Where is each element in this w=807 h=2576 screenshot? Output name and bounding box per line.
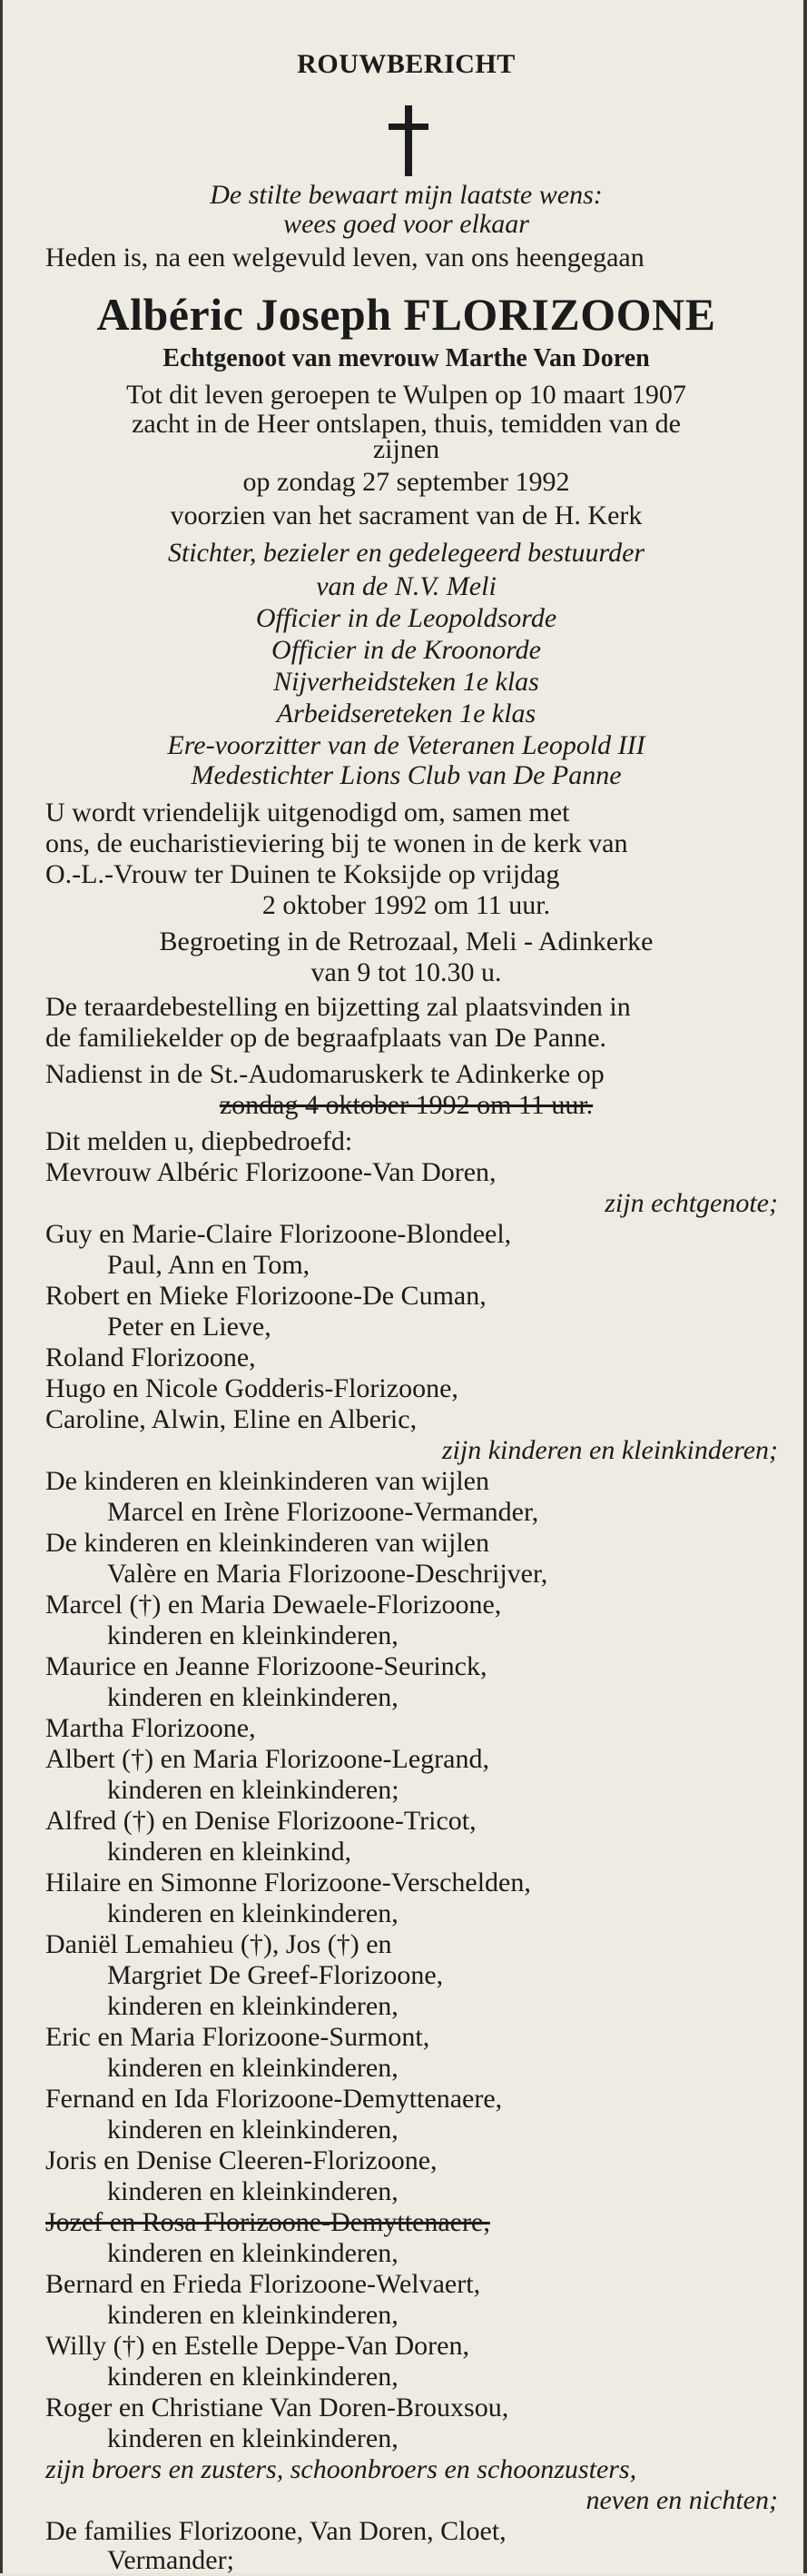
- family-line: Jozef en Rosa Florizoone-Demyttenaere,: [45, 2207, 490, 2237]
- mass-line-2: zondag 4 oktober 1992 om 11 uur.: [219, 1090, 594, 1120]
- greeting-line-2: van 9 tot 10.30 u.: [310, 957, 502, 987]
- family-line: Robert en Mieke Florizoone-De Cuman,: [45, 1281, 487, 1311]
- family-line: kinderen en kleinkind,: [107, 1837, 352, 1867]
- spouse-line: Echtgenoot van mevrouw Marthe Van Doren: [162, 344, 650, 372]
- family-line: Hugo en Nicole Godderis-Florizoone,: [45, 1373, 458, 1403]
- family-line: kinderen en kleinkinderen,: [107, 2238, 399, 2268]
- family-line: Albert (†) en Maria Florizoone-Legrand,: [45, 1744, 489, 1774]
- title-line-8: Medestichter Lions Club van De Panne: [191, 760, 622, 790]
- family-relation: neven en nichten;: [586, 2485, 778, 2515]
- title-line-2: van de N.V. Meli: [316, 571, 497, 601]
- family-line: Vermander;: [107, 2545, 234, 2575]
- invitation-line-2: ons, de eucharistieviering bij te wonen in de kerk van: [45, 828, 628, 858]
- family-line: Fernand en Ida Florizoone-Demyttenaere,: [45, 2084, 503, 2114]
- family-line: kinderen en kleinkinderen;: [107, 1775, 399, 1805]
- family-line: Eric en Maria Florizoone-Surmont,: [45, 2022, 430, 2052]
- family-line: kinderen en kleinkinderen,: [107, 2176, 399, 2206]
- burial-line-1: De teraardebestelling en bijzetting zal plaatsvinden in: [45, 992, 631, 1022]
- mass-line-1: Nadienst in de St.-Audomaruskerk te Adinkerke op: [45, 1059, 605, 1089]
- death-date: op zondag 27 september 1992: [242, 467, 570, 497]
- family-line: kinderen en kleinkinderen,: [107, 2362, 399, 2392]
- heading: ROUWBERICHT: [297, 49, 516, 79]
- family-line: kinderen en kleinkinderen,: [107, 2423, 399, 2453]
- death-line: zacht in de Heer ontslapen, thuis, temidden van de: [132, 409, 681, 439]
- family-line: kinderen en kleinkinderen,: [107, 1991, 399, 2021]
- greeting-line-1: Begroeting in de Retrozaal, Meli - Adinkerke: [159, 926, 654, 956]
- sacrament-line: voorzien van het sacrament van de H. Kerk: [170, 500, 643, 530]
- intro-text: Heden is, na een welgevuld leven, van ons heengegaan: [45, 243, 645, 272]
- family-relation: zijn echtgenote;: [605, 1188, 778, 1218]
- invitation-line-4: 2 oktober 1992 om 11 uur.: [261, 890, 551, 920]
- family-line: Peter en Lieve,: [107, 1312, 271, 1342]
- invitation-line-1: U wordt vriendelijk uitgenodigd om, samen met: [45, 798, 570, 827]
- family-line: De kinderen en kleinkinderen van wijlen: [45, 1466, 489, 1496]
- title-line-3: Officier in de Leopoldsorde: [255, 603, 557, 633]
- family-line: kinderen en kleinkinderen,: [107, 1898, 399, 1928]
- family-line: Marcel en Irène Florizoone-Vermander,: [107, 1497, 539, 1527]
- motto-line-2: wees goed voor elkaar: [283, 209, 529, 239]
- title-line-6: Arbeidsereteken 1e klas: [276, 698, 536, 728]
- family-line: Hilaire en Simonne Florizoone-Verschelden,: [45, 1868, 531, 1897]
- family-line: Guy en Marie-Claire Florizoone-Blondeel,: [45, 1219, 512, 1249]
- family-line: kinderen en kleinkinderen,: [107, 2053, 399, 2083]
- family-line: Roger en Christiane Van Doren-Brouxsou,: [45, 2393, 509, 2422]
- family-line: Paul, Ann en Tom,: [107, 1250, 310, 1280]
- title-line-1: Stichter, bezieler en gedelegeerd bestuurder: [167, 538, 645, 568]
- family-line: Alfred (†) en Denise Florizoone-Tricot,: [45, 1806, 477, 1836]
- family-line: Joris en Denise Cleeren-Florizoone,: [45, 2145, 438, 2175]
- family-line: De families Florizoone, Van Doren, Cloet,: [45, 2516, 507, 2546]
- family-line: De kinderen en kleinkinderen van wijlen: [45, 1528, 489, 1558]
- motto-line-1: De stilte bewaart mijn laatste wens:: [210, 180, 603, 210]
- title-line-4: Officier in de Kroonorde: [271, 635, 541, 665]
- family-relation: zijn kinderen en kleinkinderen;: [441, 1435, 778, 1465]
- family-relation: zijn broers en zusters, schoonbroers en schoonzusters,: [45, 2454, 637, 2484]
- invitation-line-3: O.-L.-Vrouw ter Duinen te Koksijde op vrijdag: [45, 859, 560, 889]
- family-line: Roland Florizoone,: [45, 1342, 256, 1372]
- family-line: Daniël Lemahieu (†), Jos (†) en: [45, 1929, 392, 1959]
- family-line: Willy (†) en Estelle Deppe-Van Doren,: [45, 2331, 469, 2361]
- family-line: Bernard en Frieda Florizoone-Welvaert,: [45, 2269, 481, 2299]
- announce-text: Dit melden u, diepbedroefd:: [45, 1126, 353, 1156]
- family-line: Margriet De Greef-Florizoone,: [107, 1960, 444, 1990]
- latin-cross-icon: [389, 105, 428, 176]
- family-line: Mevrouw Albéric Florizoone-Van Doren,: [45, 1157, 497, 1187]
- family-line: Martha Florizoone,: [45, 1713, 256, 1743]
- title-line-7: Ere-voorzitter van de Veteranen Leopold III: [167, 730, 645, 760]
- family-line: kinderen en kleinkinderen,: [107, 1620, 399, 1650]
- title-line-5: Nijverheidsteken 1e klas: [273, 667, 539, 697]
- burial-line-2: de familiekelder op de begraafplaats van De Panne.: [45, 1023, 607, 1053]
- deceased-name: Albéric Joseph FLORIZOONE: [96, 289, 716, 340]
- family-line: Marcel (†) en Maria Dewaele-Florizoone,: [45, 1590, 502, 1620]
- family-line: Maurice en Jeanne Florizoone-Seurinck,: [45, 1651, 487, 1681]
- family-line: kinderen en kleinkinderen,: [107, 1682, 399, 1712]
- birth-line: Tot dit leven geroepen te Wulpen op 10 maart 1907: [126, 380, 686, 410]
- family-line: kinderen en kleinkinderen,: [107, 2300, 399, 2330]
- family-line: Caroline, Alwin, Eline en Alberic,: [45, 1404, 418, 1434]
- family-line: Valère en Maria Florizoone-Deschrijver,: [107, 1559, 548, 1589]
- family-line: kinderen en kleinkinderen,: [107, 2115, 399, 2145]
- death-line-cont: zijnen: [372, 434, 440, 464]
